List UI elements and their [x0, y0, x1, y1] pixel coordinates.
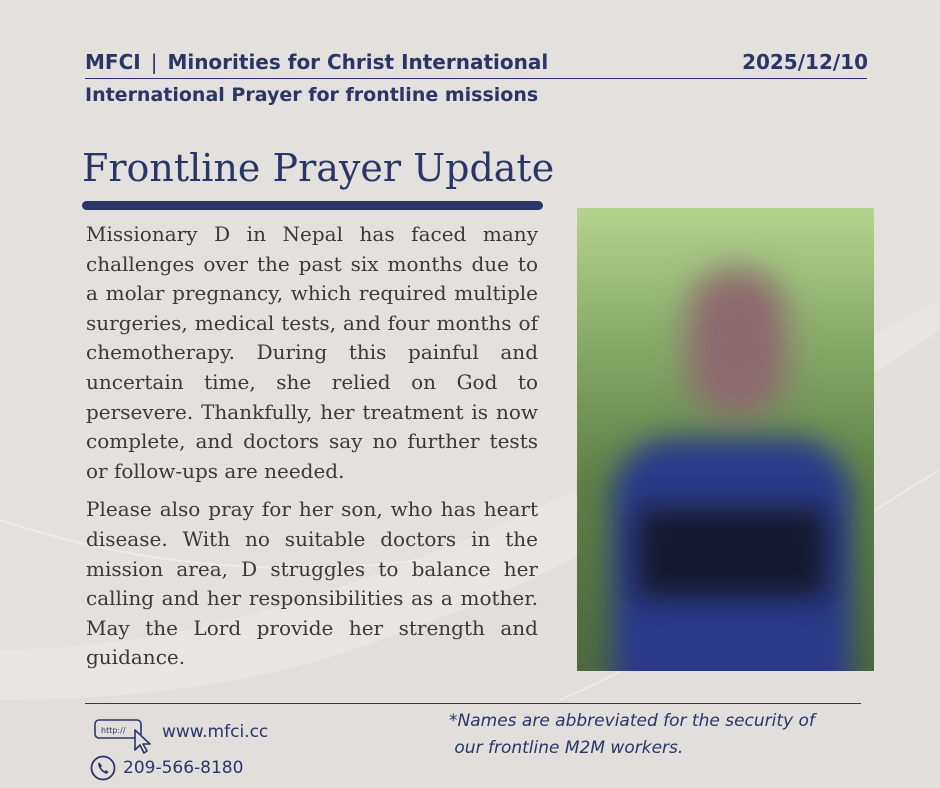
title-underline-bar: [82, 201, 543, 210]
body-paragraph-2: Please also pray for her son, who has heart disease. With no suitable doctors in the mission area, D struggles to balance her calling and her responsibilities as a mother. May the Lord provide her strength and guidance.: [86, 497, 538, 670]
header-separator: |: [150, 50, 158, 74]
page-title: Frontline Prayer Update: [82, 146, 555, 190]
security-note-line-2: our frontline M2M workers.: [449, 738, 684, 758]
header-organization: [85, 50, 548, 74]
security-note-line-1: *Names are abbreviated for the security of: [449, 711, 815, 731]
browser-cursor-icon: [93, 718, 153, 754]
header-divider: [85, 78, 867, 79]
header-date: 2025/12/10: [742, 50, 868, 74]
header-subtitle: International Prayer for frontline missions: [85, 84, 539, 106]
phone-number[interactable]: 209-566-8180: [123, 758, 244, 778]
website-link[interactable]: www.mfci.cc: [162, 722, 269, 742]
phone-icon: [90, 755, 116, 781]
blurred-missionary-photo: [577, 208, 874, 671]
prayer-update-body: [86, 220, 538, 673]
body-paragraph-1: Missionary D in Nepal has faced many challenges over the past six months due to a molar pregnancy, which required multiple surgeries, medical tests, and four months of chemotherapy. During this painful and uncertain time, she relied on God to persevere. Thankfully, her treatment is now complete, and doctors say no further tests or follow-ups are needed.: [86, 222, 538, 483]
org-full-name: Minorities for Christ International: [167, 50, 549, 74]
org-short-name: MFCI: [85, 50, 141, 74]
footer-divider: [85, 703, 861, 704]
security-note: [449, 708, 869, 762]
url-icon-label: http://: [101, 726, 126, 735]
